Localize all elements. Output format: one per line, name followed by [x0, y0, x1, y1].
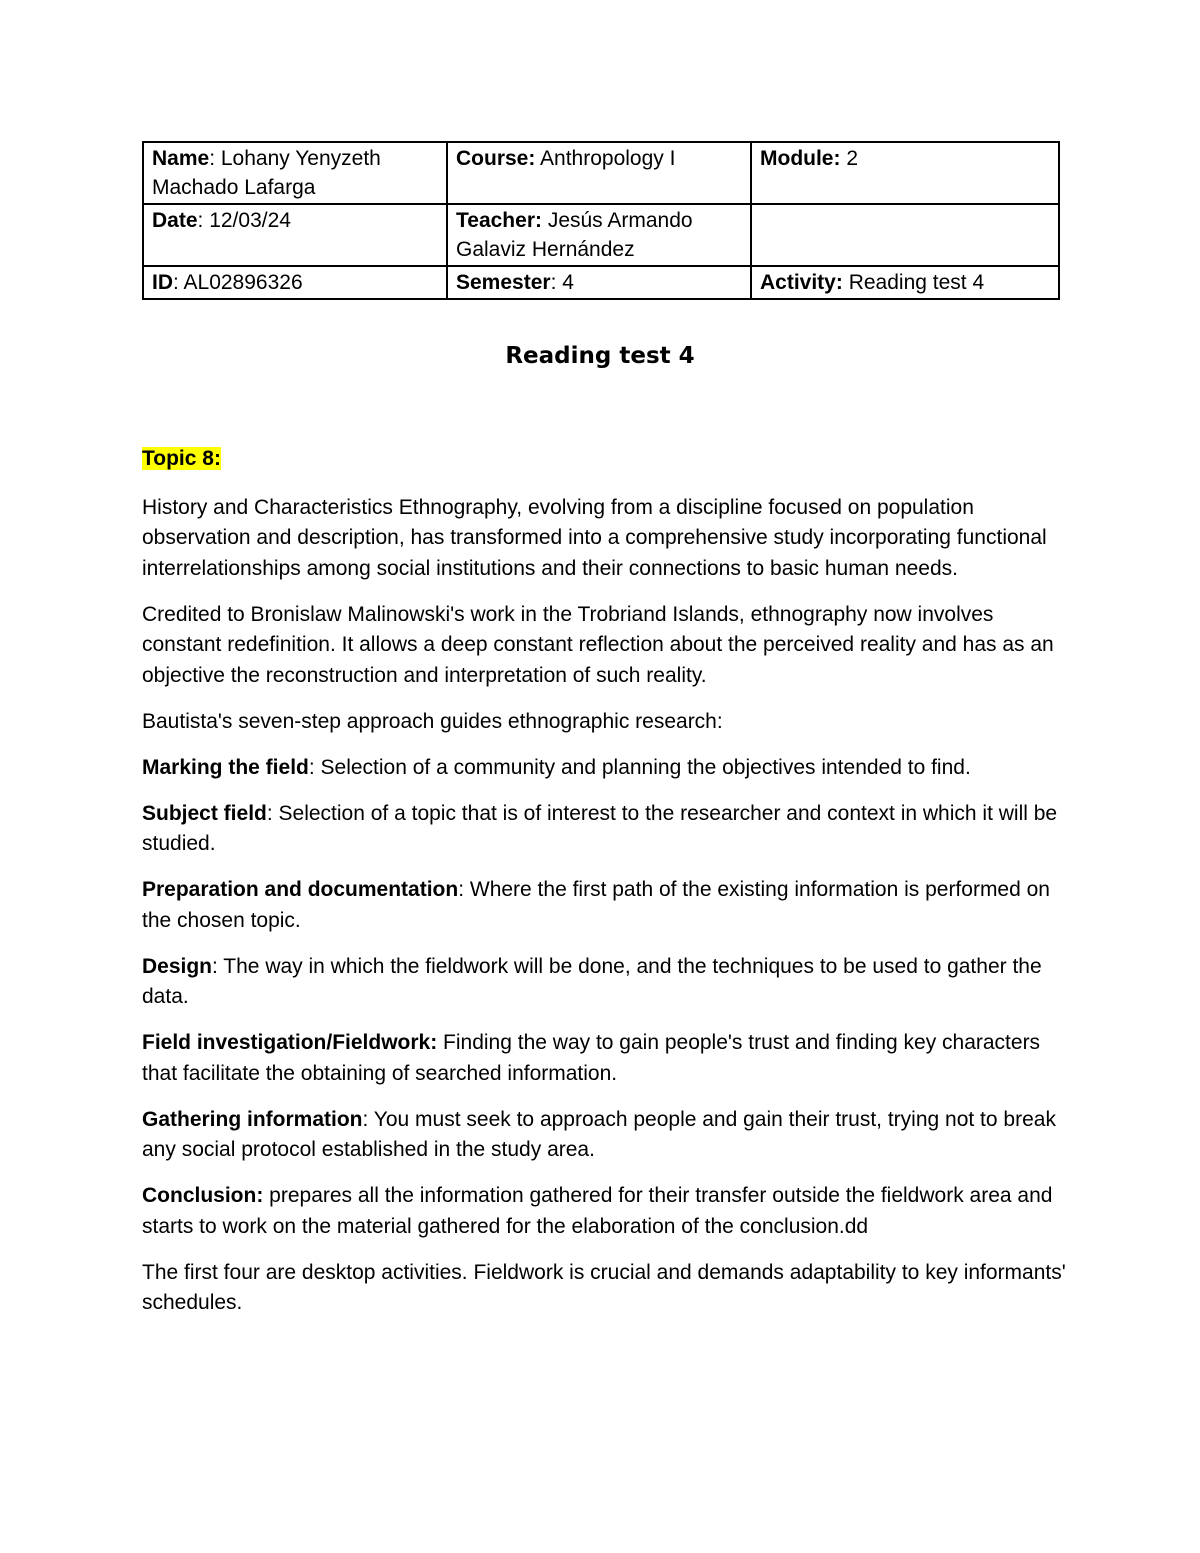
semester-cell — [447, 266, 751, 299]
id-value: : AL02896326 — [173, 271, 303, 294]
step-item — [142, 799, 1072, 860]
step-text: : Selection of a community and planning the objectives intended to find. — [308, 755, 971, 779]
paragraph-malinowski: Credited to Bronislaw Malinowski's work in the Trobriand Islands, ethnography now involves constant redefinition. It allows a deep constant reflection about the perceived reality and has as an objective the reconstruction and interpretation of such reality. — [142, 602, 1054, 687]
document-body — [142, 444, 1072, 1334]
student-info-table — [142, 141, 1060, 300]
semester-value: : 4 — [550, 271, 574, 294]
table-row — [143, 142, 1059, 204]
step-text: Finding the way to gain people's trust and finding key characters that facilitate the obtaining of searched information. — [142, 1031, 1041, 1085]
step-item — [142, 875, 1072, 936]
step-item — [142, 753, 1072, 784]
step-item — [142, 1028, 1072, 1089]
step-text: prepares all the information gathered for their transfer outside the fieldwork area and starts to work on the material gathered for the elaboration of the conclusion.dd — [142, 1184, 1053, 1238]
name-cell — [143, 142, 447, 204]
name-label: Name — [152, 147, 210, 170]
date-cell — [143, 204, 447, 266]
table-row — [143, 266, 1059, 299]
topic-heading-line — [142, 444, 1072, 475]
step-text: : You must seek to approach people and gain their trust, trying not to break any social protocol established in the study area. — [142, 1107, 1056, 1161]
module-label: Module: — [760, 147, 841, 170]
teacher-cell — [447, 204, 751, 266]
empty-cell — [751, 204, 1059, 266]
paragraph-closing: The first four are desktop activities. Fieldwork is crucial and demands adaptability to key informants' schedules. — [142, 1260, 1066, 1314]
step-item — [142, 952, 1072, 1013]
step-text: : Selection of a topic that is of interest to the researcher and context in which it will be studied. — [142, 801, 1058, 855]
step-term: Subject field — [142, 801, 267, 825]
semester-label: Semester — [456, 271, 551, 294]
step-item — [142, 1181, 1072, 1242]
table-row — [143, 204, 1059, 266]
step-term: Marking the field — [142, 755, 309, 779]
id-cell — [143, 266, 447, 299]
document-title: Reading test 4 — [505, 343, 695, 369]
name-value: Lohany Yenyzeth Machado Lafarga — [152, 147, 381, 199]
name-colon: : — [209, 147, 216, 170]
paragraph-history: History and Characteristics Ethnography, evolving from a discipline focused on population observation and description, has transformed into a comprehensive study incorporating functional interrelationships among social institutions and their connections to basic human needs. — [142, 495, 1047, 580]
date-value: : 12/03/24 — [197, 209, 291, 232]
step-text: : Where the first path of the existing information is performed on the chosen topic. — [142, 878, 1050, 932]
step-term: Gathering information — [142, 1107, 363, 1131]
step-text: : The way in which the fieldwork will be done, and the techniques to be used to gather the data. — [142, 954, 1042, 1008]
teacher-label: Teacher: — [456, 209, 542, 232]
module-cell — [751, 142, 1059, 204]
step-term: Design — [142, 954, 213, 978]
date-label: Date — [152, 209, 198, 232]
step-term: Conclusion: — [142, 1184, 264, 1207]
module-value: 2 — [840, 147, 858, 170]
topic-heading: Topic 8: — [142, 447, 221, 470]
step-item — [142, 1105, 1072, 1166]
course-cell — [447, 142, 751, 204]
step-term: Preparation and documentation — [142, 878, 459, 901]
course-value: Anthropology I — [535, 147, 676, 170]
activity-value: Reading test 4 — [842, 271, 985, 294]
activity-label: Activity: — [760, 271, 843, 294]
teacher-value: Jesús Armando Galaviz Hernández — [456, 209, 693, 261]
course-label: Course: — [456, 147, 536, 170]
activity-cell — [751, 266, 1059, 299]
id-label: ID — [152, 271, 173, 294]
step-term: Field investigation/Fieldwork: — [142, 1031, 438, 1054]
paragraph-bautista-intro: Bautista's seven-step approach guides ethnographic research: — [142, 709, 723, 733]
